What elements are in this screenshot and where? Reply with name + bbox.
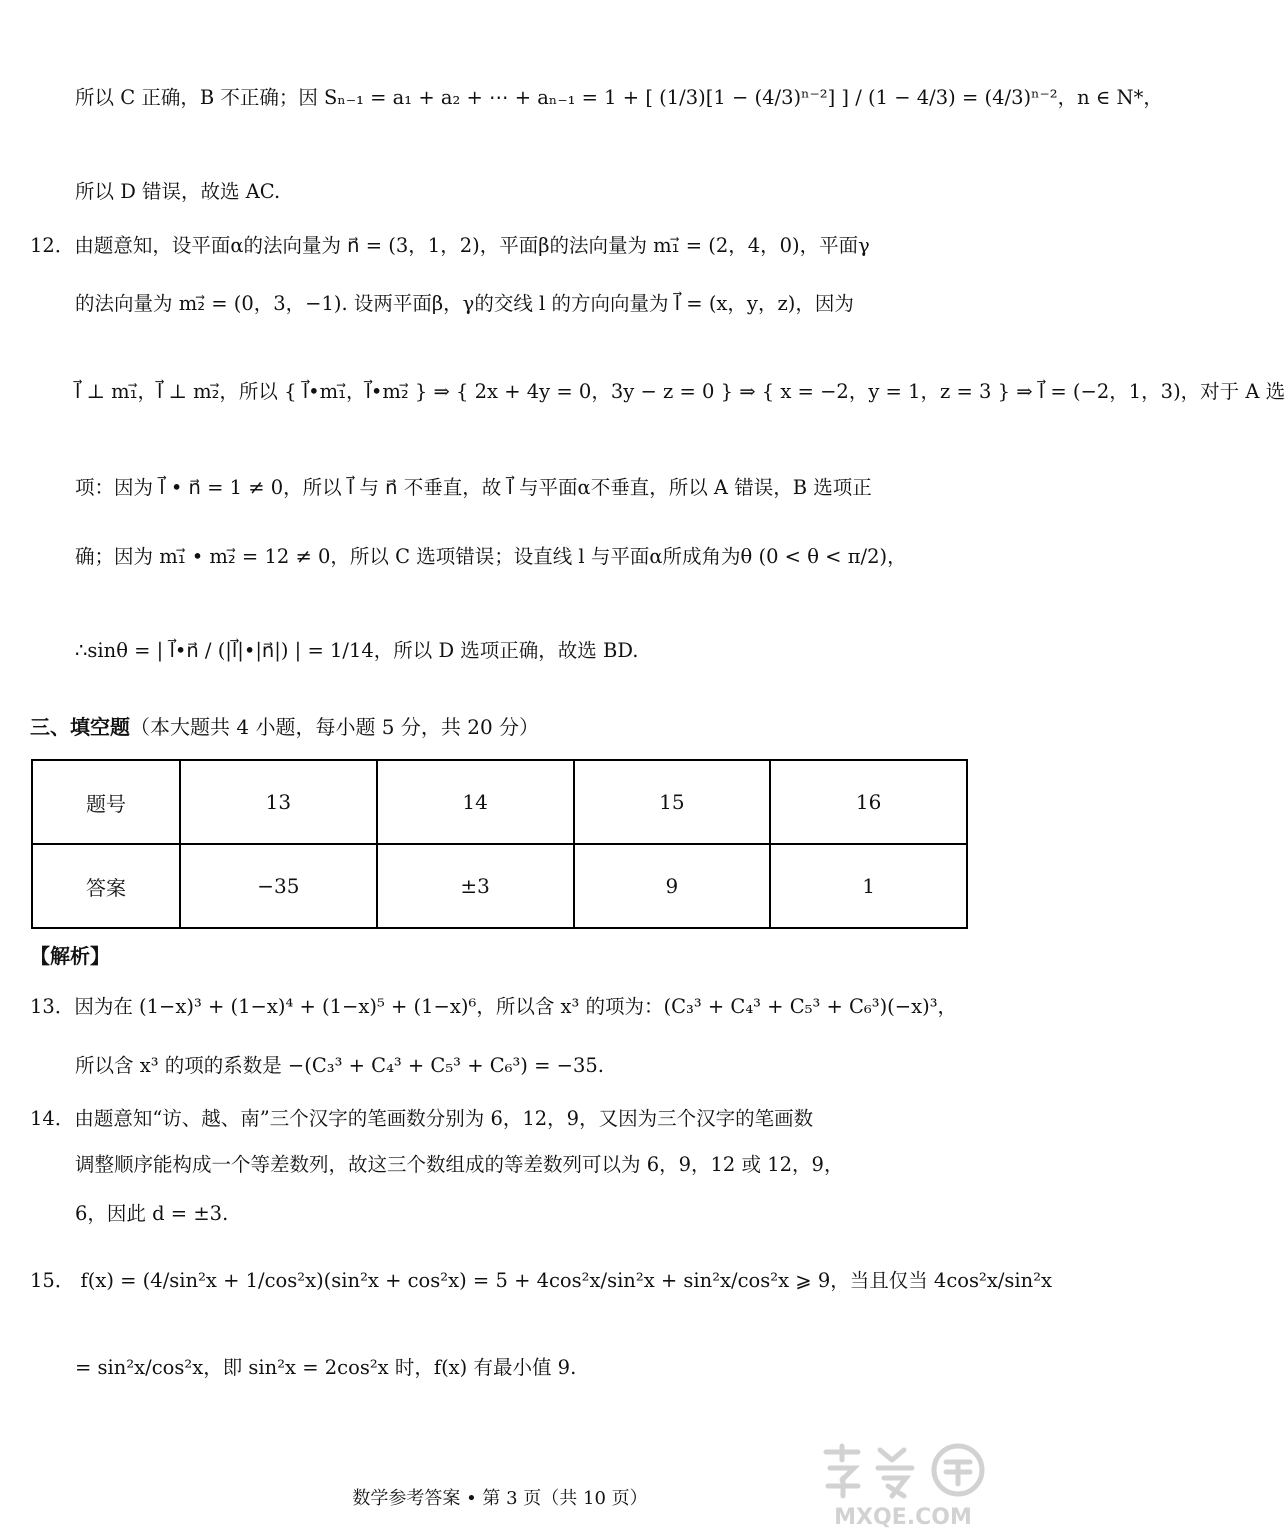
- answers-table: [31, 759, 968, 929]
- watermark-url: MXQE.COM: [834, 1505, 972, 1530]
- table-header-label: 题号: [32, 760, 180, 844]
- text-line-q12-option-d: ∴sinθ = | l⃗•n⃗ / (|l⃗|•|n⃗|) | = 1/14，所以 D 选项正确，故选 BD.: [75, 639, 639, 662]
- table-answer-label: 答案: [32, 844, 180, 928]
- text-line-q14-sequence: 调整顺序能构成一个等差数列，故这三个数组成的等差数列可以为 6，9，12 或 12，9，: [75, 1153, 844, 1176]
- table-cell-answer: −35: [180, 844, 377, 928]
- text-line-q15-inequality: 15． f(x) = (4/sin²x + 1/cos²x)(sin²x + cos²x) = 5 + 4cos²x/sin²x + sin²x/cos²x ⩾ 9，当且仅当 4cos²x/sin²x: [30, 1269, 1053, 1292]
- text-line-q15-equality: = sin²x/cos²x，即 sin²x = 2cos²x 时，f(x) 有最小值 9.: [75, 1356, 577, 1379]
- text-line-q14-result: 6，因此 d = ±3.: [75, 1202, 229, 1225]
- text-line-q12-option-a: 项：因为 l⃗ • n⃗ = 1 ≠ 0，所以 l⃗ 与 n⃗ 不垂直，故 l⃗ 与平面α不垂直，所以 A 错误，B 选项正: [75, 476, 872, 499]
- text-line-q13-terms: 13．因为在 (1−x)³ + (1−x)⁴ + (1−x)⁵ + (1−x)⁶，所以含 x³ 的项为：(C₃³ + C₄³ + C₅³ + C₆³)(−x)³，: [30, 995, 958, 1018]
- text-line-q12-normals: 12．由题意知，设平面α的法向量为 n⃗ = (3，1，2)，平面β的法向量为 m₁⃗ = (2，4，0)，平面γ: [30, 234, 870, 257]
- table-row-question-numbers: [32, 760, 967, 844]
- text-line-q14-strokes: 14．由题意知“访、越、南”三个汉字的笔画数分别为 6，12，9，又因为三个汉字的笔画数: [30, 1107, 814, 1130]
- text-line-q11-conclusion: 所以 D 错误，故选 AC.: [75, 180, 281, 203]
- table-cell-answer: 1: [770, 844, 967, 928]
- text-line-q12-option-c: 确；因为 m₁⃗ • m₂⃗ = 12 ≠ 0，所以 C 选项错误；设直线 l 与平面α所成角为θ (0 < θ < π/2)，: [75, 545, 907, 568]
- table-cell-answer: ±3: [377, 844, 574, 928]
- section-title: 三、填空题: [30, 715, 130, 739]
- watermark-logo: [808, 1438, 998, 1530]
- section-subtitle: （本大题共 4 小题，每小题 5 分，共 20 分）: [130, 715, 540, 739]
- page-footer: 数学参考答案 • 第 3 页（共 10 页）: [352, 1488, 648, 1509]
- text-line-q13-coefficient: 所以含 x³ 的项的系数是 −(C₃³ + C₄³ + C₅³ + C₆³) = −35.: [75, 1054, 604, 1077]
- table-row-answers: [32, 844, 967, 928]
- text-line-s-n-minus-1: 所以 C 正确，B 不正确；因 Sₙ₋₁ = a₁ + a₂ + ⋯ + aₙ₋₁ = 1 + [ (1/3)[1 − (4/3)ⁿ⁻²] ] / (1 − 4/3) = (4/3)ⁿ⁻²，n ∈ N*，: [75, 86, 1163, 109]
- table-cell-number: 15: [574, 760, 771, 844]
- table-cell-number: 13: [180, 760, 377, 844]
- table-cell-number: 16: [770, 760, 967, 844]
- table-cell-answer: 9: [574, 844, 771, 928]
- text-line-q12-system: l⃗ ⊥ m₁⃗，l⃗ ⊥ m₂⃗，所以 { l⃗•m₁⃗，l⃗•m₂⃗ } ⇒ { 2x + 4y = 0，3y − z = 0 } ⇒ { x = −2，y = 1，z = 3 } ⇒ l⃗ = (−2，1，3)，对于 A 选: [75, 380, 1285, 403]
- section-heading: [30, 713, 539, 741]
- table-cell-number: 14: [377, 760, 574, 844]
- analysis-tag: 【解析】: [30, 944, 110, 968]
- text-line-q12-direction: 的法向量为 m₂⃗ = (0，3，−1). 设两平面β，γ的交线 l 的方向向量为 l⃗ = (x，y，z)，因为: [75, 292, 854, 315]
